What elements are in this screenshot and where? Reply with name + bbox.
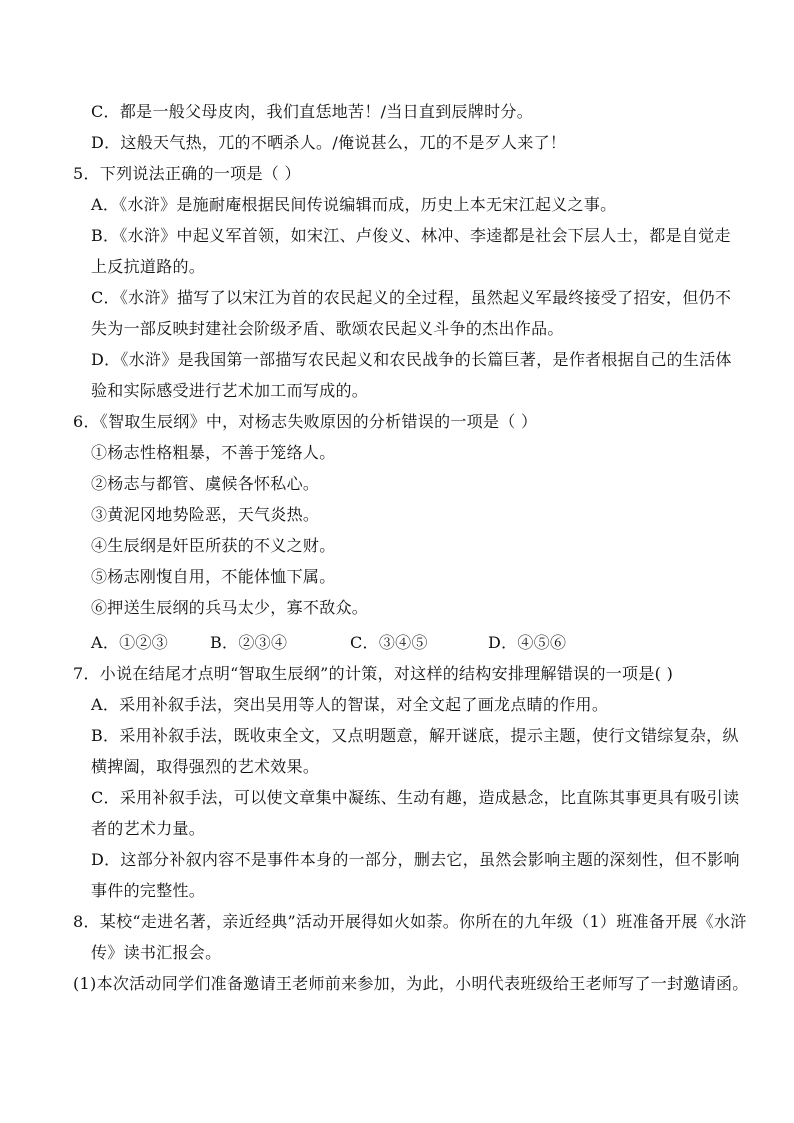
q7-option-b-line2: 横捭阖，取得强烈的艺术效果。 xyxy=(91,757,320,776)
q5-option-a: A．《水浒》是施耐庵根据民间传说编辑而成，历史上本无宋江起义之事。 xyxy=(91,195,617,214)
q5-option-d-line1: D．《水浒》是我国第一部描写农民起义和农民战争的长篇巨著，是作者根据自己的生活体 xyxy=(91,350,732,369)
q7-option-a: A．采用补叙手法，突出吴用等人的智谋，对全文起了画龙点睛的作用。 xyxy=(91,695,609,714)
q7-option-d-line1: D．这部分补叙内容不是事件本身的一部分，删去它，虽然会影响主题的深刻性，但不影响 xyxy=(91,850,740,869)
q6-option-a: A．①②③ xyxy=(91,633,169,652)
q5-option-d-line2: 验和实际感受进行艺术加工而写成的。 xyxy=(91,381,369,400)
q7-option-c-line2: 者的艺术力量。 xyxy=(91,819,206,838)
q8-stem-line2: 传》读书汇报会。 xyxy=(91,943,222,962)
q6-option-d: D．④⑤⑥ xyxy=(488,633,567,652)
q6-item-6: ⑥押送生辰纲的兵马太少，寡不敌众。 xyxy=(91,598,369,617)
q6-stem: 6．《智取生辰纲》中，对杨志失败原因的分析错误的一项是（ ） xyxy=(73,412,538,431)
q5-option-b-line2: 上反抗道路的。 xyxy=(91,257,206,276)
q7-option-b-line1: B．采用补叙手法，既收束全文，又点明题意，解开谜底，提示主题，使行文错综复杂，纵 xyxy=(91,726,739,745)
q6-item-5: ⑤杨志刚愎自用，不能体恤下属。 xyxy=(91,567,336,586)
q7-option-c-line1: C．采用补叙手法，可以使文章集中凝练、生动有趣，造成悬念，比直陈其事更具有吸引读 xyxy=(91,788,740,807)
q8-stem-line1: 8．某校“走进名著，亲近经典”活动开展得如火如荼。你所在的九年级（1）班准备开展《水浒 xyxy=(73,912,747,931)
q5-stem: 5．下列说法正确的一项是（ ） xyxy=(73,164,301,183)
q6-item-3: ③黄泥冈地势险恶，天气炎热。 xyxy=(91,505,320,524)
q6-item-1: ①杨志性格粗暴，不善于笼络人。 xyxy=(91,443,336,462)
q7-stem: 7．小说在结尾才点明“智取生辰纲”的计策，对这样的结构安排理解错误的一项是( ) xyxy=(73,664,674,683)
q4-option-c: C．都是一般父母皮肉，我们直恁地苦！/当日直到辰牌时分。 xyxy=(91,102,534,121)
q4-option-d: D．这般天气热，兀的不晒杀人。/俺说甚么，兀的不是歹人来了！ xyxy=(91,133,567,152)
q5-option-c-line2: 失为一部反映封建社会阶级矛盾、歌颂农民起义斗争的杰出作品。 xyxy=(91,319,564,338)
q6-item-2: ②杨志与都管、虞候各怀私心。 xyxy=(91,474,320,493)
q6-option-c: C．③④⑤ xyxy=(350,633,428,652)
q6-item-4: ④生辰纲是奸臣所获的不义之财。 xyxy=(91,536,336,555)
q5-option-c-line1: C．《水浒》描写了以宋江为首的农民起义的全过程，虽然起义军最终接受了招安，但仍不 xyxy=(91,288,732,307)
q7-option-d-line2: 事件的完整性。 xyxy=(91,881,206,900)
q8-subquestion-1: (1)本次活动同学们准备邀请王老师前来参加，为此，小明代表班级给王老师写了一封邀请函。 xyxy=(73,974,749,993)
q6-option-b: B．②③④ xyxy=(210,633,288,652)
q6-options xyxy=(91,632,566,654)
q5-option-b-line1: B．《水浒》中起义军首领，如宋江、卢俊义、林冲、李逵都是社会下层人士，都是自觉走 xyxy=(91,226,731,245)
